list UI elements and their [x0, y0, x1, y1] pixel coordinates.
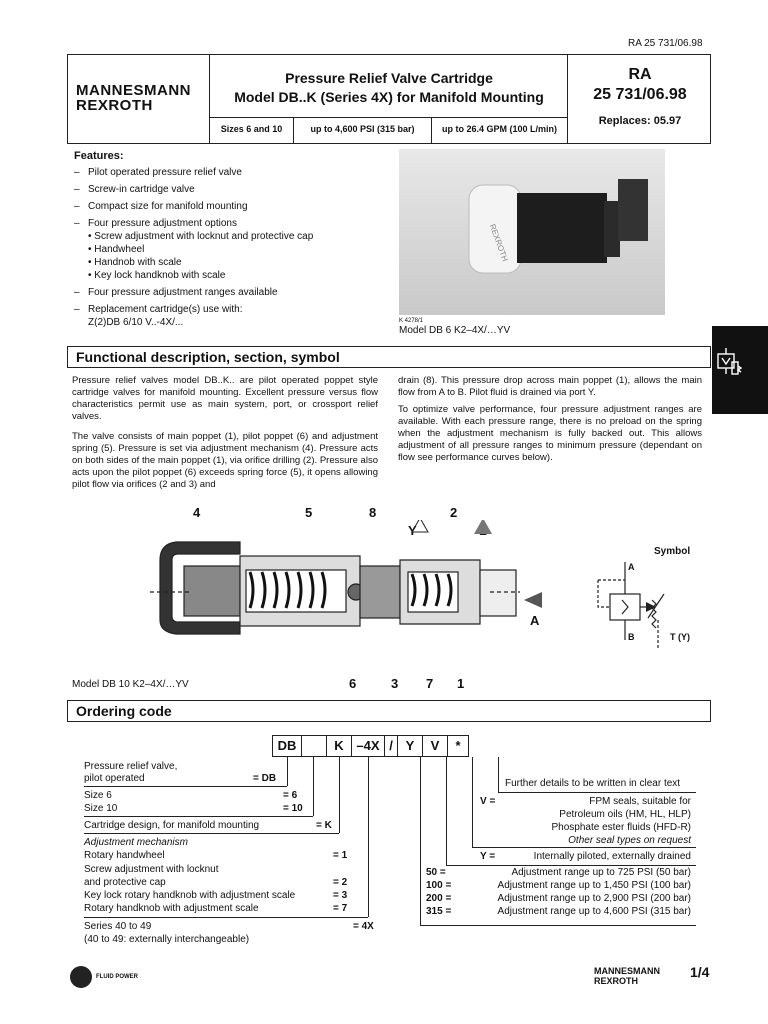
order-label: Adjustment range up to 725 PSI (50 bar): [511, 867, 691, 878]
order-value: = K: [316, 820, 332, 831]
code-box: /: [384, 735, 398, 757]
order-code: 200 =: [426, 893, 452, 904]
list-subitem: • Key lock handknob with scale: [88, 270, 226, 281]
port-y-label: Y: [408, 523, 417, 538]
list-item: – Four pressure adjustment ranges available: [74, 287, 278, 298]
callout-5: 5: [305, 505, 313, 520]
order-code: Y =: [480, 851, 496, 862]
ra-number: RA 25 731/06.98: [593, 66, 687, 103]
code-box: Y: [397, 735, 423, 757]
paragraph: drain (8). This pressure drop across main poppet (1), allows the main flow from A to B. Pilot fluid is drained via port Y.: [398, 375, 702, 398]
order-code: 100 =: [426, 880, 452, 891]
order-label: Adjustment range up to 2,900 PSI (200 bar): [497, 893, 691, 904]
svg-text:REXROTH: REXROTH: [487, 222, 510, 263]
order-value: = 2: [333, 877, 348, 888]
photo-caption: Model DB 6 K2–4X/…YV: [399, 325, 511, 336]
ordering-code-heading: Ordering code: [67, 700, 711, 722]
symbol-port-b: B: [628, 632, 635, 642]
code-box: –4X: [351, 735, 385, 757]
paragraph: Pressure relief valves model DB..K.. are pilot operated poppet style cartridge valves for manifold mounting. Excellent pressure versus flow characteristics permit use as main system, port, or crossport relief valves.: [72, 375, 378, 422]
order-label: pilot operated: [84, 773, 145, 784]
list-item: – Screw-in cartridge valve: [74, 184, 195, 195]
callout-2: 2: [450, 505, 458, 520]
document-reference: RA 25 731/06.98: [628, 38, 703, 49]
ordering-code-boxes: [272, 735, 468, 757]
list-subitem: • Handwheel: [88, 244, 145, 255]
section-caption: Model DB 10 K2–4X/…YV: [72, 679, 189, 690]
order-value: = 10: [283, 803, 303, 814]
callout-8: 8: [369, 505, 377, 520]
order-code: 315 =: [426, 906, 452, 917]
document-header: [67, 54, 711, 144]
order-code: 50 =: [426, 867, 446, 878]
order-label: Further details to be written in clear text: [505, 778, 681, 789]
order-label: Size 6: [84, 790, 112, 801]
product-photo: [399, 149, 665, 315]
order-value: = 4X: [353, 921, 374, 932]
order-label: (40 to 49: externally interchangeable): [84, 934, 250, 945]
symbol-port-t: T (Y): [670, 632, 690, 642]
functional-description-heading: Functional description, section, symbol: [67, 346, 711, 368]
order-label: Adjustment range up to 4,600 PSI (315 bar): [497, 906, 691, 917]
order-value: = 6: [283, 790, 298, 801]
order-label: Pressure relief valve,: [84, 761, 178, 772]
symbol-title: Symbol: [654, 546, 691, 557]
order-label: Other seal types on request: [568, 835, 691, 846]
hydraulic-symbol: [590, 560, 700, 660]
order-label: Adjustment mechanism: [84, 837, 188, 848]
port-a-label: A: [530, 613, 540, 628]
symbol-port-a: A: [628, 562, 635, 572]
order-code: V =: [480, 796, 496, 807]
callout-3: 3: [391, 676, 399, 691]
order-label: Petroleum oils (HM, HL, HLP): [559, 809, 691, 820]
spec-sizes: Sizes 6 and 10: [220, 124, 283, 134]
order-label: Adjustment range up to 1,450 PSI (100 bar): [497, 880, 691, 891]
spec-flow: up to 26.4 GPM (100 L/min): [441, 124, 558, 134]
list-subitem: • Screw adjustment with locknut and protective cap: [88, 231, 314, 242]
paragraph: The valve consists of main poppet (1), pilot poppet (6) and adjustment spring (5). Pressure is set via adjustment mechanism (4). Pressure acts on both sides of the main poppet (1), via orifice drilling (2). Pressure also acts upon the pilot poppet (6) exceeds spring force (5), it opens allowing pilot flow via orifices (2 and 3) and: [72, 431, 378, 490]
features-list: [74, 150, 384, 329]
replaces-label: Replaces: 05.97: [598, 115, 682, 127]
order-value: = DB: [253, 773, 277, 784]
photo-id: K 4278/1: [399, 318, 424, 324]
order-label: Phosphate ester fluids (HFD-R): [551, 822, 691, 833]
footer-logo: MANNESMANN REXROTH: [594, 966, 660, 986]
list-item: – Pilot operated pressure relief valve: [74, 167, 242, 178]
spec-pressure: up to 4,600 PSI (315 bar): [310, 124, 415, 134]
code-box: [301, 735, 327, 757]
features-heading: Features:: [74, 150, 124, 162]
callout-1: 1: [457, 676, 465, 691]
valve-symbol-tab: [712, 326, 768, 414]
list-item: – Four pressure adjustment options: [74, 218, 237, 229]
page-number: 1/4: [690, 964, 710, 980]
order-label: Rotary handwheel: [84, 850, 165, 861]
order-label: Size 10: [84, 803, 118, 814]
order-label: Key lock rotary handknob with adjustment scale: [84, 890, 296, 901]
document-title: Pressure Relief Valve Cartridge Model DB..K (Series 4X) for Manifold Mounting: [234, 70, 544, 105]
code-box: DB: [272, 735, 302, 757]
code-box: V: [422, 735, 448, 757]
order-label: Rotary handknob with adjustment scale: [84, 903, 259, 914]
order-label: Screw adjustment with locknut: [84, 864, 219, 875]
order-label: Cartridge design, for manifold mounting: [84, 820, 260, 831]
paragraph: To optimize valve performance, four pressure adjustment ranges are available. With each pressure range, there is no preload on the spring when the adjustment mechanism is fully backed out. This allows adjustment of all pressure ranges to minimum pressure (dependant on flow see performance curves below).: [398, 404, 702, 463]
order-label: Series 40 to 49: [84, 921, 152, 932]
company-logo: MANNESMANN REXROTH: [76, 82, 191, 114]
order-value: = 7: [333, 903, 348, 914]
callout-4: 4: [193, 505, 201, 520]
order-label: Internally piloted, externally drained: [533, 851, 691, 862]
order-value: = 1: [333, 850, 348, 861]
order-label: FPM seals, suitable for: [589, 796, 691, 807]
order-label: and protective cap: [84, 877, 166, 888]
code-box: K: [326, 735, 352, 757]
order-value: = 3: [333, 890, 348, 901]
fluid-power-emblem: [70, 966, 92, 988]
code-box: *: [447, 735, 469, 757]
callout-7: 7: [426, 676, 434, 691]
valve-section-drawing: [150, 520, 550, 680]
list-subitem: • Handnob with scale: [88, 257, 182, 268]
list-item: – Replacement cartridge(s) use with:: [74, 304, 243, 315]
list-subitem: Z(2)DB 6/10 V..-4X/...: [88, 317, 184, 328]
callout-6: 6: [349, 676, 357, 691]
list-item: – Compact size for manifold mounting: [74, 201, 248, 212]
fluid-power-label: FLUID POWER: [96, 974, 138, 980]
